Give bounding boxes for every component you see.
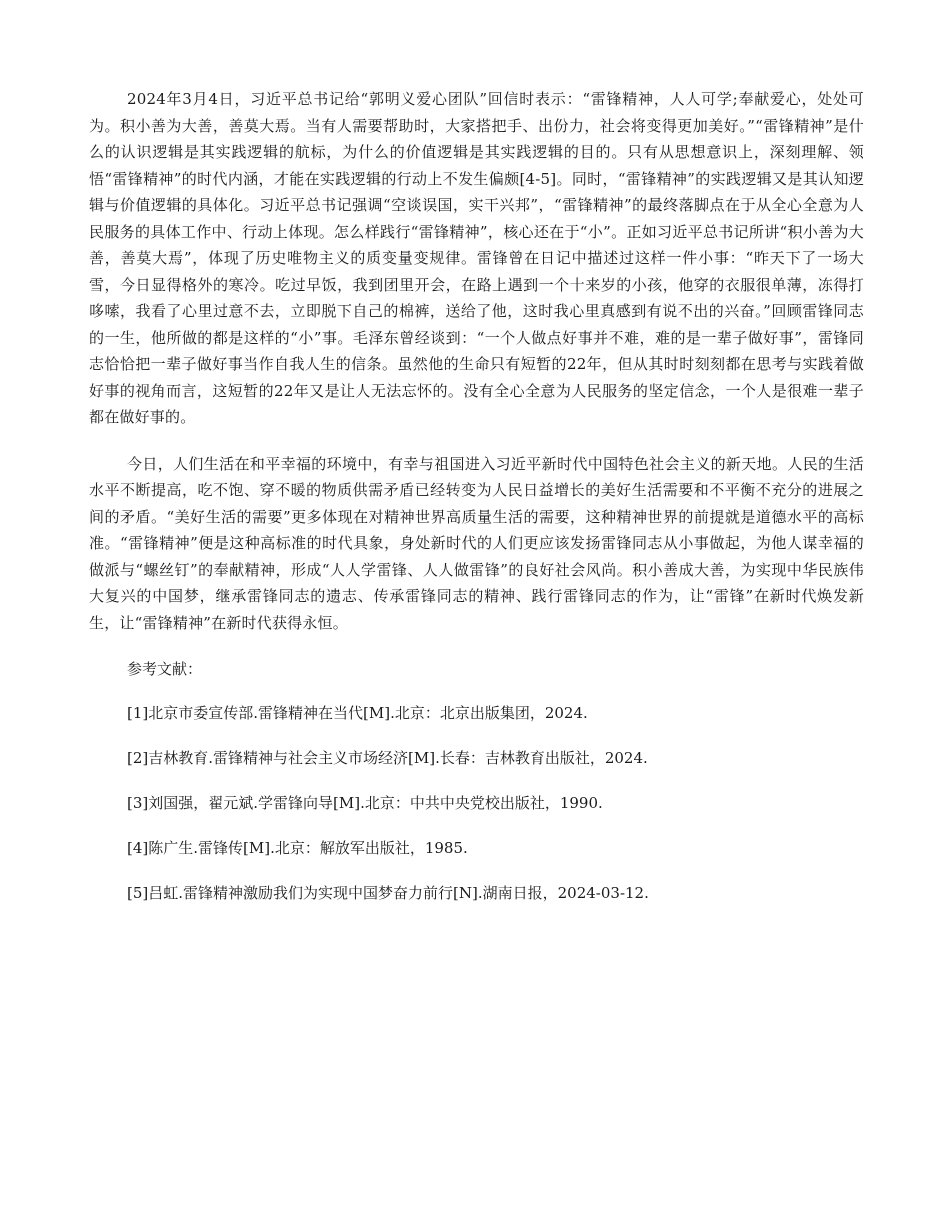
reference-item-3: [3]刘国强，翟元斌.学雷锋向导[M].北京：中共中央党校出版社，1990. [127,794,603,812]
references-heading: 参考文献： [127,660,203,678]
reference-item-4: [4]陈广生.雷锋传[M].北京：解放军出版社，1985. [127,839,468,857]
body-paragraph-1: 2024年3月4日，习近平总书记给“郭明义爱心团队”回信时表示：“雷锋精神，人人可学;奉献爱心，处处可为。积小善为大善，善莫大焉。当有人需要帮助时，大家搭把手、出份力，社会将变得更加美好。”“雷锋精神”是什么的认识逻辑是其实践逻辑的航标，为什么的价值逻辑是其实践逻辑的目的。只有从思想意识上，深刻理解、领悟“雷锋精神”的时代内涵，才能在实践逻辑的行动上不发生偏颇[4-5]。同时，“雷锋精神”的实践逻辑又是其认知逻辑与价值逻辑的具体化。习近平总书记强调“空谈误国，实干兴邦”，“雷锋精神”的最终落脚点在于从全心全意为人民服务的具体工作中、行动上体现。怎么样践行“雷锋精神”，核心还在于“小”。正如习近平总书记所讲“积小善为大善，善莫大焉”，体现了历史唯物主义的质变量变规律。雷锋曾在日记中描述过这样一件小事：“昨天下了一场大雪，今日显得格外的寒冷。吃过早饭，我到团里开会，在路上遇到一个十来岁的小孩，他穿的衣服很单薄，冻得打哆嗦，我看了心里过意不去，立即脱下自己的棉裤，送给了他，这时我心里真感到有说不出的兴奋。”回顾雷锋同志的一生，他所做的都是这样的“小”事。毛泽东曾经谈到：“一个人做点好事并不难，难的是一辈子做好事”，雷锋同志恰恰把一辈子做好事当作自我人生的信条。虽然他的生命只有短暂的22年，但从其时时刻刻都在思考与实践着做好事的视角而言，这短暂的22年又是让人无法忘怀的。没有全心全意为人民服务的坚定信念，一个人是很难一辈子都在做好事的。 [89,90,864,426]
reference-item-5: [5]吕虹.雷锋精神激励我们为实现中国梦奋力前行[N].湖南日报，2024-03-12. [127,884,649,902]
body-paragraph-2: 今日，人们生活在和平幸福的环境中，有幸与祖国进入习近平新时代中国特色社会主义的新天地。人民的生活水平不断提高，吃不饱、穿不暖的物质供需矛盾已经转变为人民日益增长的美好生活需要和不平衡不充分的进展之间的矛盾。“美好生活的需要”更多体现在对精神世界高质量生活的需要，这种精神世界的前提就是道德水平的高标准。“雷锋精神”便是这种高标准的时代具象，身处新时代的人们更应该发扬雷锋同志从小事做起，为他人谋幸福的做派与“螺丝钉”的奉献精神，形成“人人学雷锋、人人做雷锋”的良好社会风尚。积小善成大善，为实现中华民族伟大复兴的中国梦，继承雷锋同志的遗志、传承雷锋同志的精神、践行雷锋同志的作为，让“雷锋”在新时代焕发新生，让“雷锋精神”在新时代获得永恒。 [89,454,864,632]
references-list [89,700,864,906]
document-page [89,86,864,925]
reference-item-2: [2]吉林教育.雷锋精神与社会主义市场经济[M].长春：吉林教育出版社，2024. [127,749,648,767]
reference-item-1: [1]北京市委宣传部.雷锋精神在当代[M].北京：北京出版集团，2024. [127,704,588,722]
